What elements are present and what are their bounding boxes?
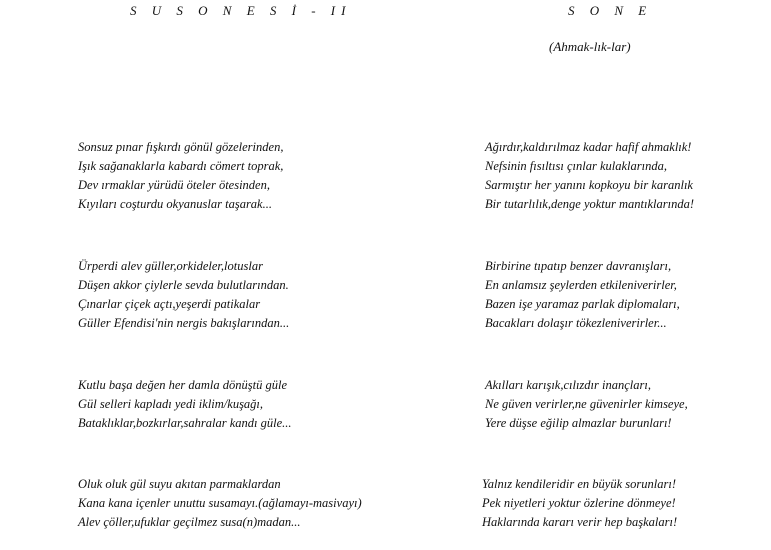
left-stanza-1 <box>78 138 283 214</box>
right-stanza-2 <box>485 257 680 333</box>
verse-line: Ürperdi alev güller,orkideler,lotuslar <box>78 259 263 273</box>
verse-line: Kıyıları coşturdu okyanuslar taşarak... <box>78 197 272 211</box>
verse-line: Kana kana içenler unuttu susamayı.(ağlamayı-masivayı) <box>78 496 362 510</box>
right-poem-title: S O N E <box>568 3 653 18</box>
verse-line: Sonsuz pınar fışkırdı gönül gözelerinden, <box>78 140 284 154</box>
verse-line: Dev ırmaklar yürüdü öteler ötesinden, <box>78 178 270 192</box>
verse-line: Oluk oluk gül suyu akıtan parmaklardan <box>78 477 281 491</box>
right-stanza-3 <box>485 376 688 433</box>
verse-line: Bataklıklar,bozkırlar,sahralar kandı güle... <box>78 416 292 430</box>
verse-line: Sarmıştır her yanını kopkoyu bir karanlık <box>485 178 693 192</box>
left-stanza-4 <box>78 475 362 532</box>
verse-line: Birbirine tıpatıp benzer davranışları, <box>485 259 672 273</box>
left-stanza-3 <box>78 376 292 433</box>
verse-line: Akılları karışık,cılızdır inançları, <box>485 378 651 392</box>
verse-line: Güller Efendisi'nin nergis bakışlarından... <box>78 316 290 330</box>
verse-line: Yalnız kendileridir en büyük sorunları! <box>482 477 676 491</box>
verse-line: Pek niyetleri yoktur özlerine dönmeye! <box>482 496 676 510</box>
right-stanza-1 <box>485 138 694 214</box>
verse-line: Yere düşse eğilip almazlar burunları! <box>485 416 672 430</box>
verse-line: En anlamsız şeylerden etkileniverirler, <box>485 278 677 292</box>
verse-line: Nefsinin fısıltısı çınlar kulaklarında, <box>485 159 667 173</box>
verse-line: Alev çöller,ufuklar geçilmez susa(n)madan... <box>78 515 301 529</box>
verse-line: Ne güven verirler,ne güvenirler kimseye, <box>485 397 688 411</box>
right-poem-subtitle: (Ahmak-lık-lar) <box>549 39 631 54</box>
verse-line: Bacakları dolaşır tökezleniverirler... <box>485 316 667 330</box>
left-poem-title: S U S O N E S İ - II <box>130 3 352 18</box>
left-stanza-2 <box>78 257 289 333</box>
right-stanza-4 <box>482 475 677 532</box>
verse-line: Işık sağanaklarla kabardı cömert toprak, <box>78 159 284 173</box>
verse-line: Bir tutarlılık,denge yoktur mantıklarında! <box>485 197 694 211</box>
verse-line: Düşen akkor çiylerle sevda bulutlarından. <box>78 278 289 292</box>
verse-line: Haklarında kararı verir hep başkaları! <box>482 515 678 529</box>
verse-line: Çınarlar çiçek açtı,yeşerdi patikalar <box>78 297 261 311</box>
verse-line: Bazen işe yaramaz parlak diplomaları, <box>485 297 680 311</box>
verse-line: Kutlu başa değen her damla dönüştü güle <box>78 378 288 392</box>
verse-line: Ağırdır,kaldırılmaz kadar hafif ahmaklık! <box>485 140 692 154</box>
verse-line: Gül selleri kapladı yedi iklim/kuşağı, <box>78 397 264 411</box>
